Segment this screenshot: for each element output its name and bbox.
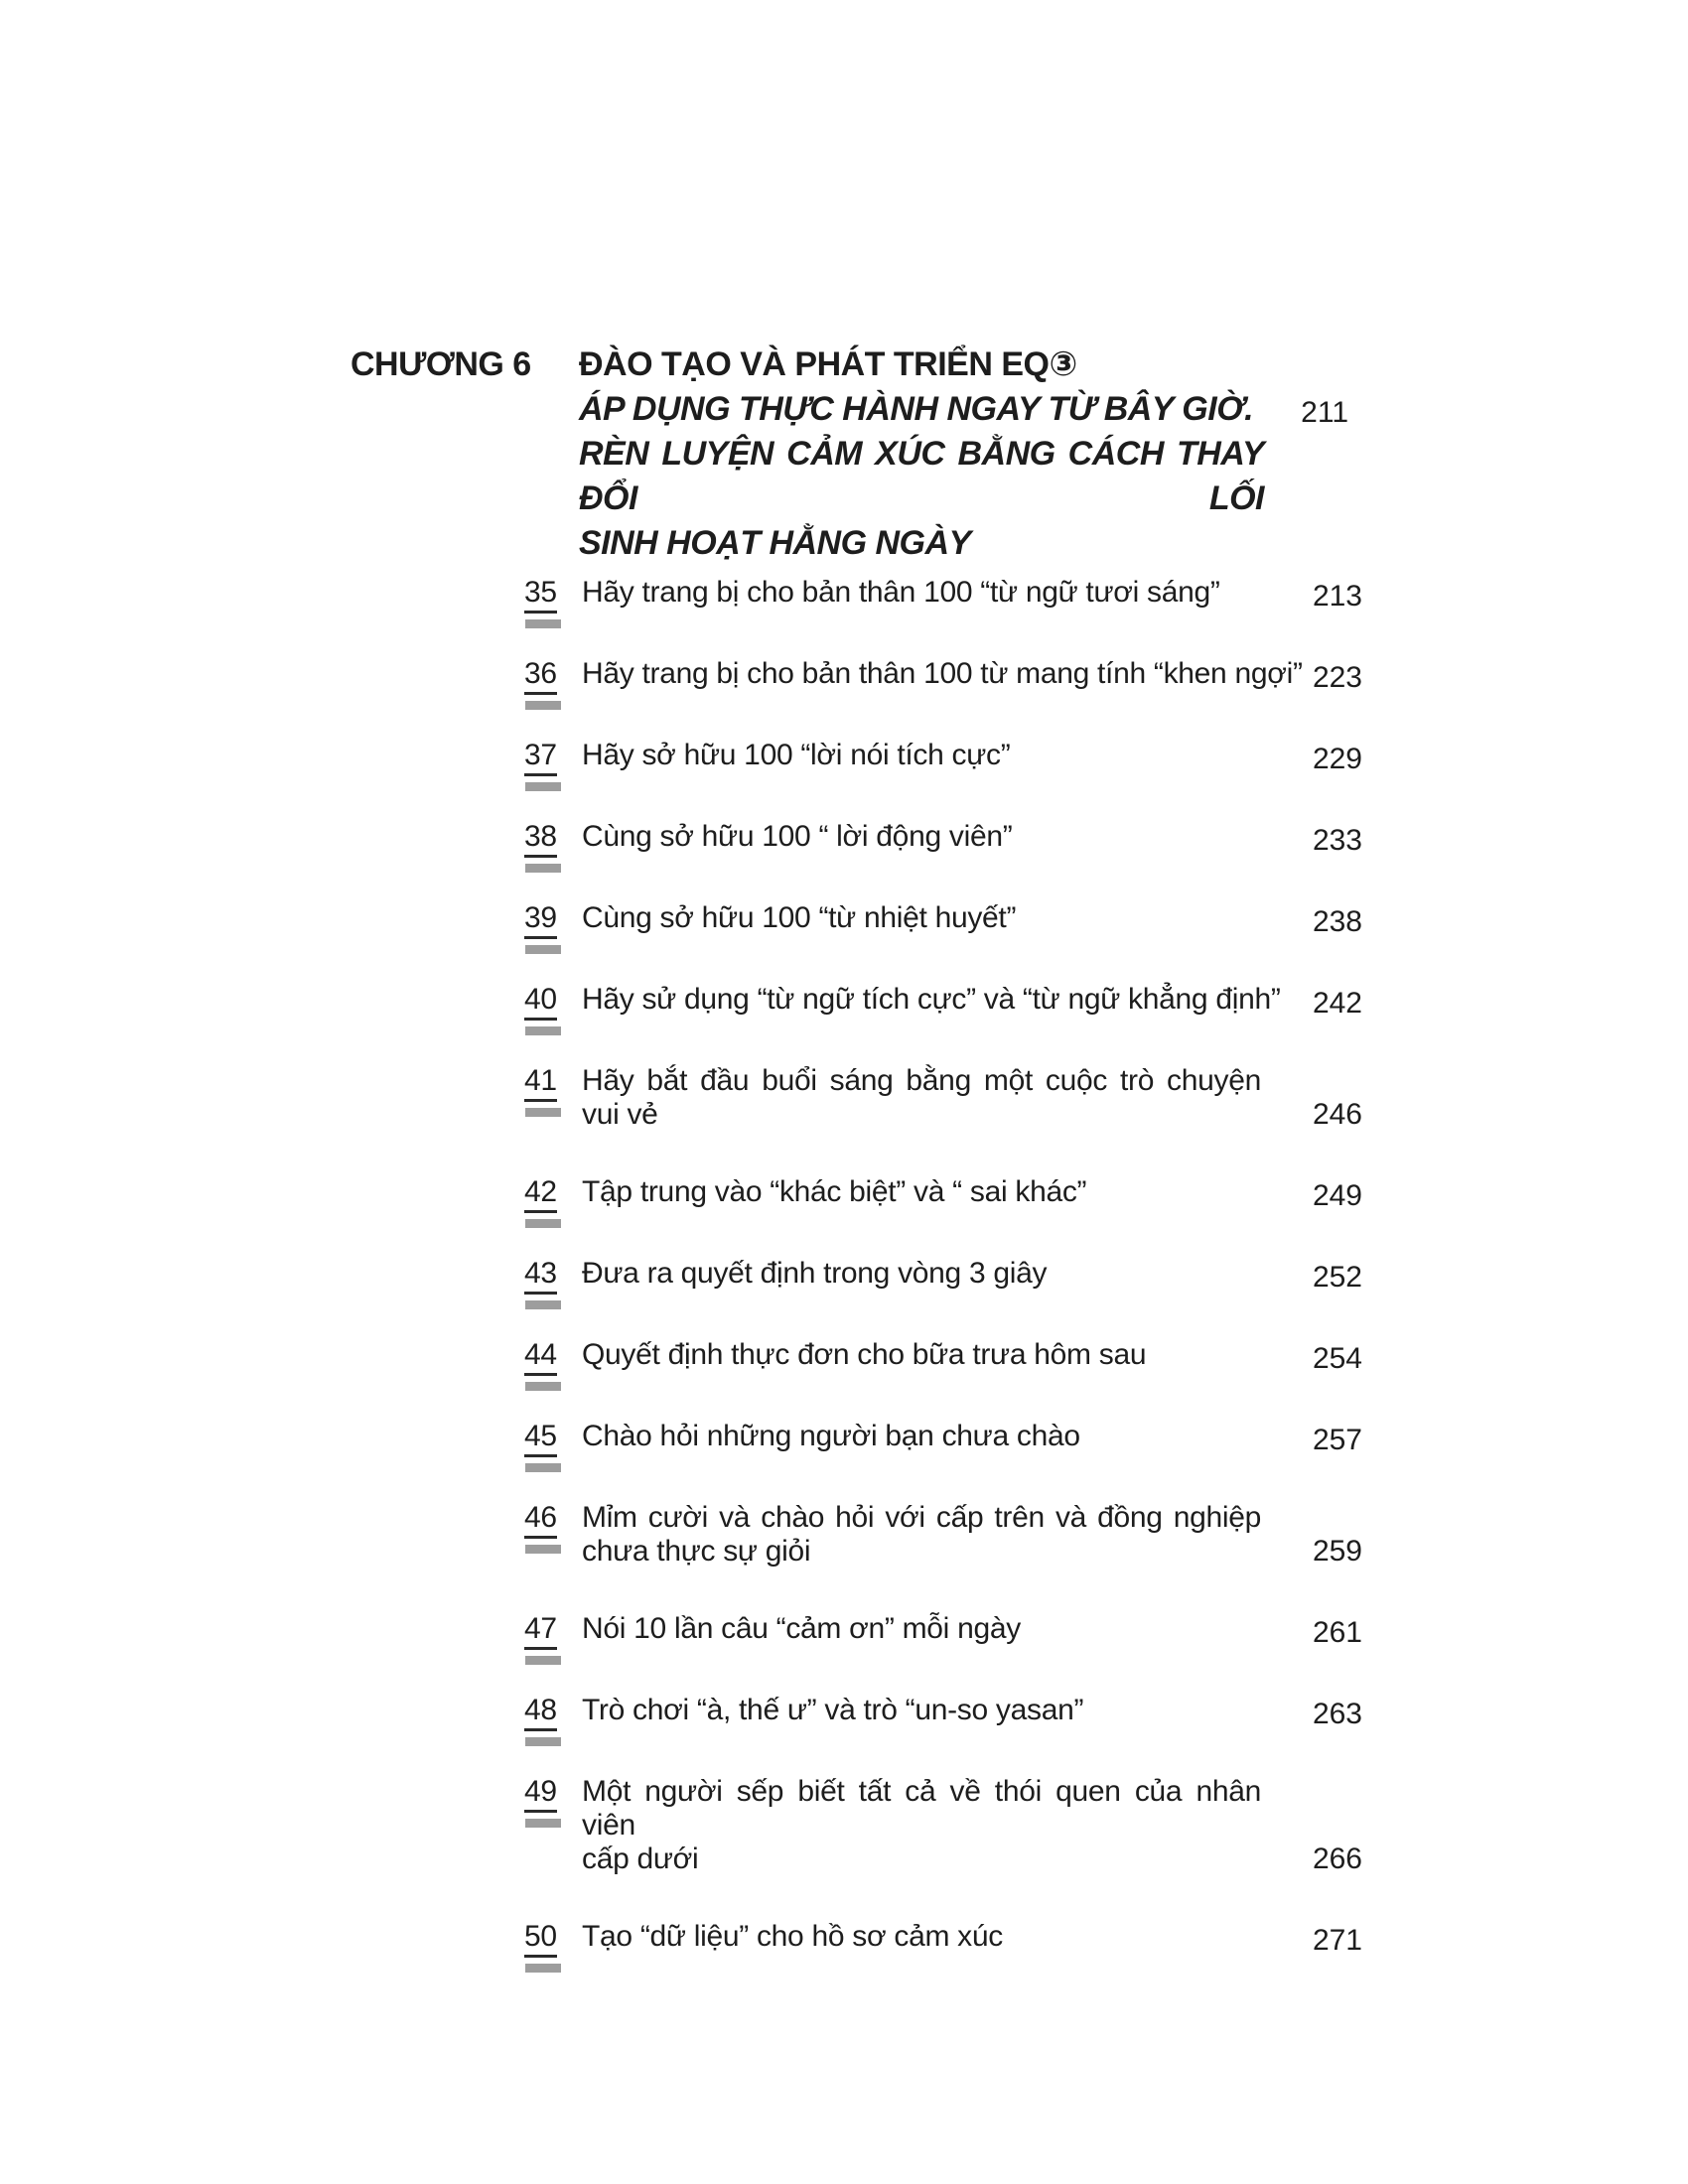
entry-number: 37: [524, 739, 557, 776]
entry-number: 39: [524, 901, 557, 939]
entry-title-line: Tập trung vào “khác biệt” và “ sai khác”: [582, 1175, 1087, 1208]
entry-title-line: Hãy trang bị cho bản thân 100 từ mang tính “khen ngợi”: [582, 657, 1303, 690]
toc-entry: [524, 739, 1362, 776]
entry-title: [582, 1694, 1261, 1727]
entry-number: 43: [524, 1257, 557, 1295]
entry-page-number: 242: [1312, 987, 1362, 1020]
entry-title: [582, 1338, 1261, 1372]
entry-title: [582, 739, 1261, 772]
entry-page-number: 246: [1312, 1098, 1362, 1131]
entry-page-number: 238: [1312, 905, 1362, 938]
entry-page-number: 257: [1312, 1424, 1362, 1456]
entry-title: [582, 983, 1281, 1017]
entry-title: [582, 1612, 1261, 1646]
entry-number: 48: [524, 1694, 557, 1731]
entry-page-number: 223: [1312, 661, 1362, 694]
number-highlight-bar: [525, 945, 561, 954]
chapter-titles: [579, 342, 1264, 566]
entry-title-line: Cùng sở hữu 100 “ lời động viên”: [582, 820, 1013, 853]
entry-number: 45: [524, 1420, 557, 1457]
entry-page-number: 233: [1312, 824, 1362, 857]
entry-number-block: [524, 901, 582, 939]
entry-page-number: 229: [1312, 743, 1362, 775]
number-highlight-bar: [525, 1026, 561, 1035]
entry-title: [582, 901, 1261, 935]
number-highlight-bar: [525, 619, 561, 628]
entry-number-block: [524, 1775, 582, 1813]
number-highlight-bar: [525, 1300, 561, 1309]
chapter-subtitle-line: ÁP DỤNG THỰC HÀNH NGAY TỪ BÂY GIỜ.: [579, 390, 1254, 428]
toc-entry: [524, 1694, 1362, 1731]
entry-title-line: Hãy sử dụng “từ ngữ tích cực” và “từ ngữ khẳng định”: [582, 983, 1281, 1016]
number-highlight-bar: [525, 701, 561, 710]
entry-title-line: Mỉm cười và chào hỏi với cấp trên và đồng nghiệp: [582, 1501, 1261, 1534]
entry-title-line: chưa thực sự giỏi: [582, 1535, 811, 1568]
entry-title-line: Chào hỏi những người bạn chưa chào: [582, 1420, 1080, 1452]
entry-title-line: Nói 10 lần câu “cảm ơn” mỗi ngày: [582, 1612, 1021, 1645]
entry-title-line: Hãy bắt đầu buổi sáng bằng một cuộc trò chuyện: [582, 1064, 1261, 1097]
toc-entry: [524, 1064, 1362, 1132]
entry-title-line: Tạo “dữ liệu” cho hồ sơ cảm xúc: [582, 1920, 1003, 1953]
entry-number-block: [524, 1257, 582, 1295]
entry-page-number: 271: [1312, 1924, 1362, 1957]
entry-number-block: [524, 1501, 582, 1539]
entry-page-number: 266: [1312, 1843, 1362, 1875]
toc-entry: [524, 1920, 1362, 1958]
entry-title: [582, 657, 1303, 691]
entry-page-number: 249: [1312, 1179, 1362, 1212]
entry-number: 47: [524, 1612, 557, 1650]
entry-number: 49: [524, 1775, 557, 1813]
toc-entry: [524, 1175, 1362, 1213]
entry-number: 42: [524, 1175, 557, 1213]
entry-title: [582, 1920, 1261, 1954]
entry-title-line: Hãy sở hữu 100 “lời nói tích cực”: [582, 739, 1011, 771]
toc-list: [524, 576, 1362, 1958]
number-highlight-bar: [525, 782, 561, 791]
number-highlight-bar: [525, 864, 561, 873]
entry-number: 46: [524, 1501, 557, 1539]
entry-number: 41: [524, 1064, 557, 1102]
entry-title: [582, 820, 1261, 854]
entry-number-block: [524, 1612, 582, 1650]
entry-page-number: 213: [1312, 580, 1362, 613]
entry-title-line: Trò chơi “à, thế ư” và trò “un-so yasan”: [582, 1694, 1084, 1726]
entry-title-line: Quyết định thực đơn cho bữa trưa hôm sau: [582, 1338, 1147, 1371]
chapter-title: ĐÀO TẠO VÀ PHÁT TRIỂN EQ③: [579, 345, 1077, 383]
entry-number-block: [524, 1420, 582, 1457]
number-highlight-bar: [525, 1108, 561, 1117]
entry-number-block: [524, 1338, 582, 1376]
entry-number-block: [524, 739, 582, 776]
number-highlight-bar: [525, 1463, 561, 1472]
toc-entry: [524, 1501, 1362, 1569]
entry-number-block: [524, 576, 582, 614]
chapter-subtitle-line: SINH HOẠT HẰNG NGÀY: [579, 524, 971, 562]
entry-number: 35: [524, 576, 557, 614]
entry-number-block: [524, 1920, 582, 1958]
toc-entry: [524, 1338, 1362, 1376]
entry-number: 44: [524, 1338, 557, 1376]
entry-title-line: Đưa ra quyết định trong vòng 3 giây: [582, 1257, 1048, 1290]
entry-title-line: Hãy trang bị cho bản thân 100 “từ ngữ tươi sáng”: [582, 576, 1220, 609]
entry-number-block: [524, 1175, 582, 1213]
entry-title: [582, 576, 1261, 610]
entry-number-block: [524, 1064, 582, 1102]
number-highlight-bar: [525, 1737, 561, 1746]
entry-title-line: Một người sếp biết tất cả về thói quen của nhân viên: [582, 1775, 1261, 1842]
entry-number: 36: [524, 657, 557, 695]
entry-number-block: [524, 657, 582, 695]
toc-entry: [524, 1775, 1362, 1876]
entry-page-number: 254: [1312, 1342, 1362, 1375]
entry-title-line: Cùng sở hữu 100 “từ nhiệt huyết”: [582, 901, 1017, 934]
toc-entry: [524, 657, 1362, 695]
toc-entry: [524, 820, 1362, 858]
chapter-subtitle-line: RÈN LUYỆN CẢM XÚC BẰNG CÁCH THAY ĐỔI LỐI: [579, 435, 1264, 517]
toc-entry: [524, 576, 1362, 614]
entry-page-number: 252: [1312, 1261, 1362, 1294]
number-highlight-bar: [525, 1382, 561, 1391]
entry-title: [582, 1257, 1261, 1291]
number-highlight-bar: [525, 1964, 561, 1973]
number-highlight-bar: [525, 1219, 561, 1228]
toc-entry: [524, 1420, 1362, 1457]
entry-number-block: [524, 1694, 582, 1731]
toc-entry: [524, 983, 1362, 1021]
chapter-page-number: 211: [1301, 396, 1348, 429]
entry-title: [582, 1501, 1261, 1569]
entry-number-block: [524, 983, 582, 1021]
entry-title: [582, 1064, 1261, 1132]
toc-content: [351, 342, 1362, 2001]
number-highlight-bar: [525, 1656, 561, 1665]
chapter-heading-block: [351, 342, 1362, 566]
entry-number: 38: [524, 820, 557, 858]
entry-number-block: [524, 820, 582, 858]
entry-number: 40: [524, 983, 557, 1021]
number-highlight-bar: [525, 1545, 561, 1554]
entry-number: 50: [524, 1920, 557, 1958]
entry-title: [582, 1420, 1261, 1453]
chapter-label: CHƯƠNG 6: [351, 345, 531, 383]
entry-page-number: 259: [1312, 1535, 1362, 1568]
toc-entry: [524, 1257, 1362, 1295]
number-highlight-bar: [525, 1819, 561, 1828]
entry-page-number: 263: [1312, 1698, 1362, 1730]
toc-entry: [524, 901, 1362, 939]
entry-title-line: vui vẻ: [582, 1098, 658, 1131]
toc-entry: [524, 1612, 1362, 1650]
entry-title: [582, 1775, 1261, 1876]
entry-title-line: cấp dưới: [582, 1843, 699, 1875]
entry-page-number: 261: [1312, 1616, 1362, 1649]
entry-title: [582, 1175, 1261, 1209]
